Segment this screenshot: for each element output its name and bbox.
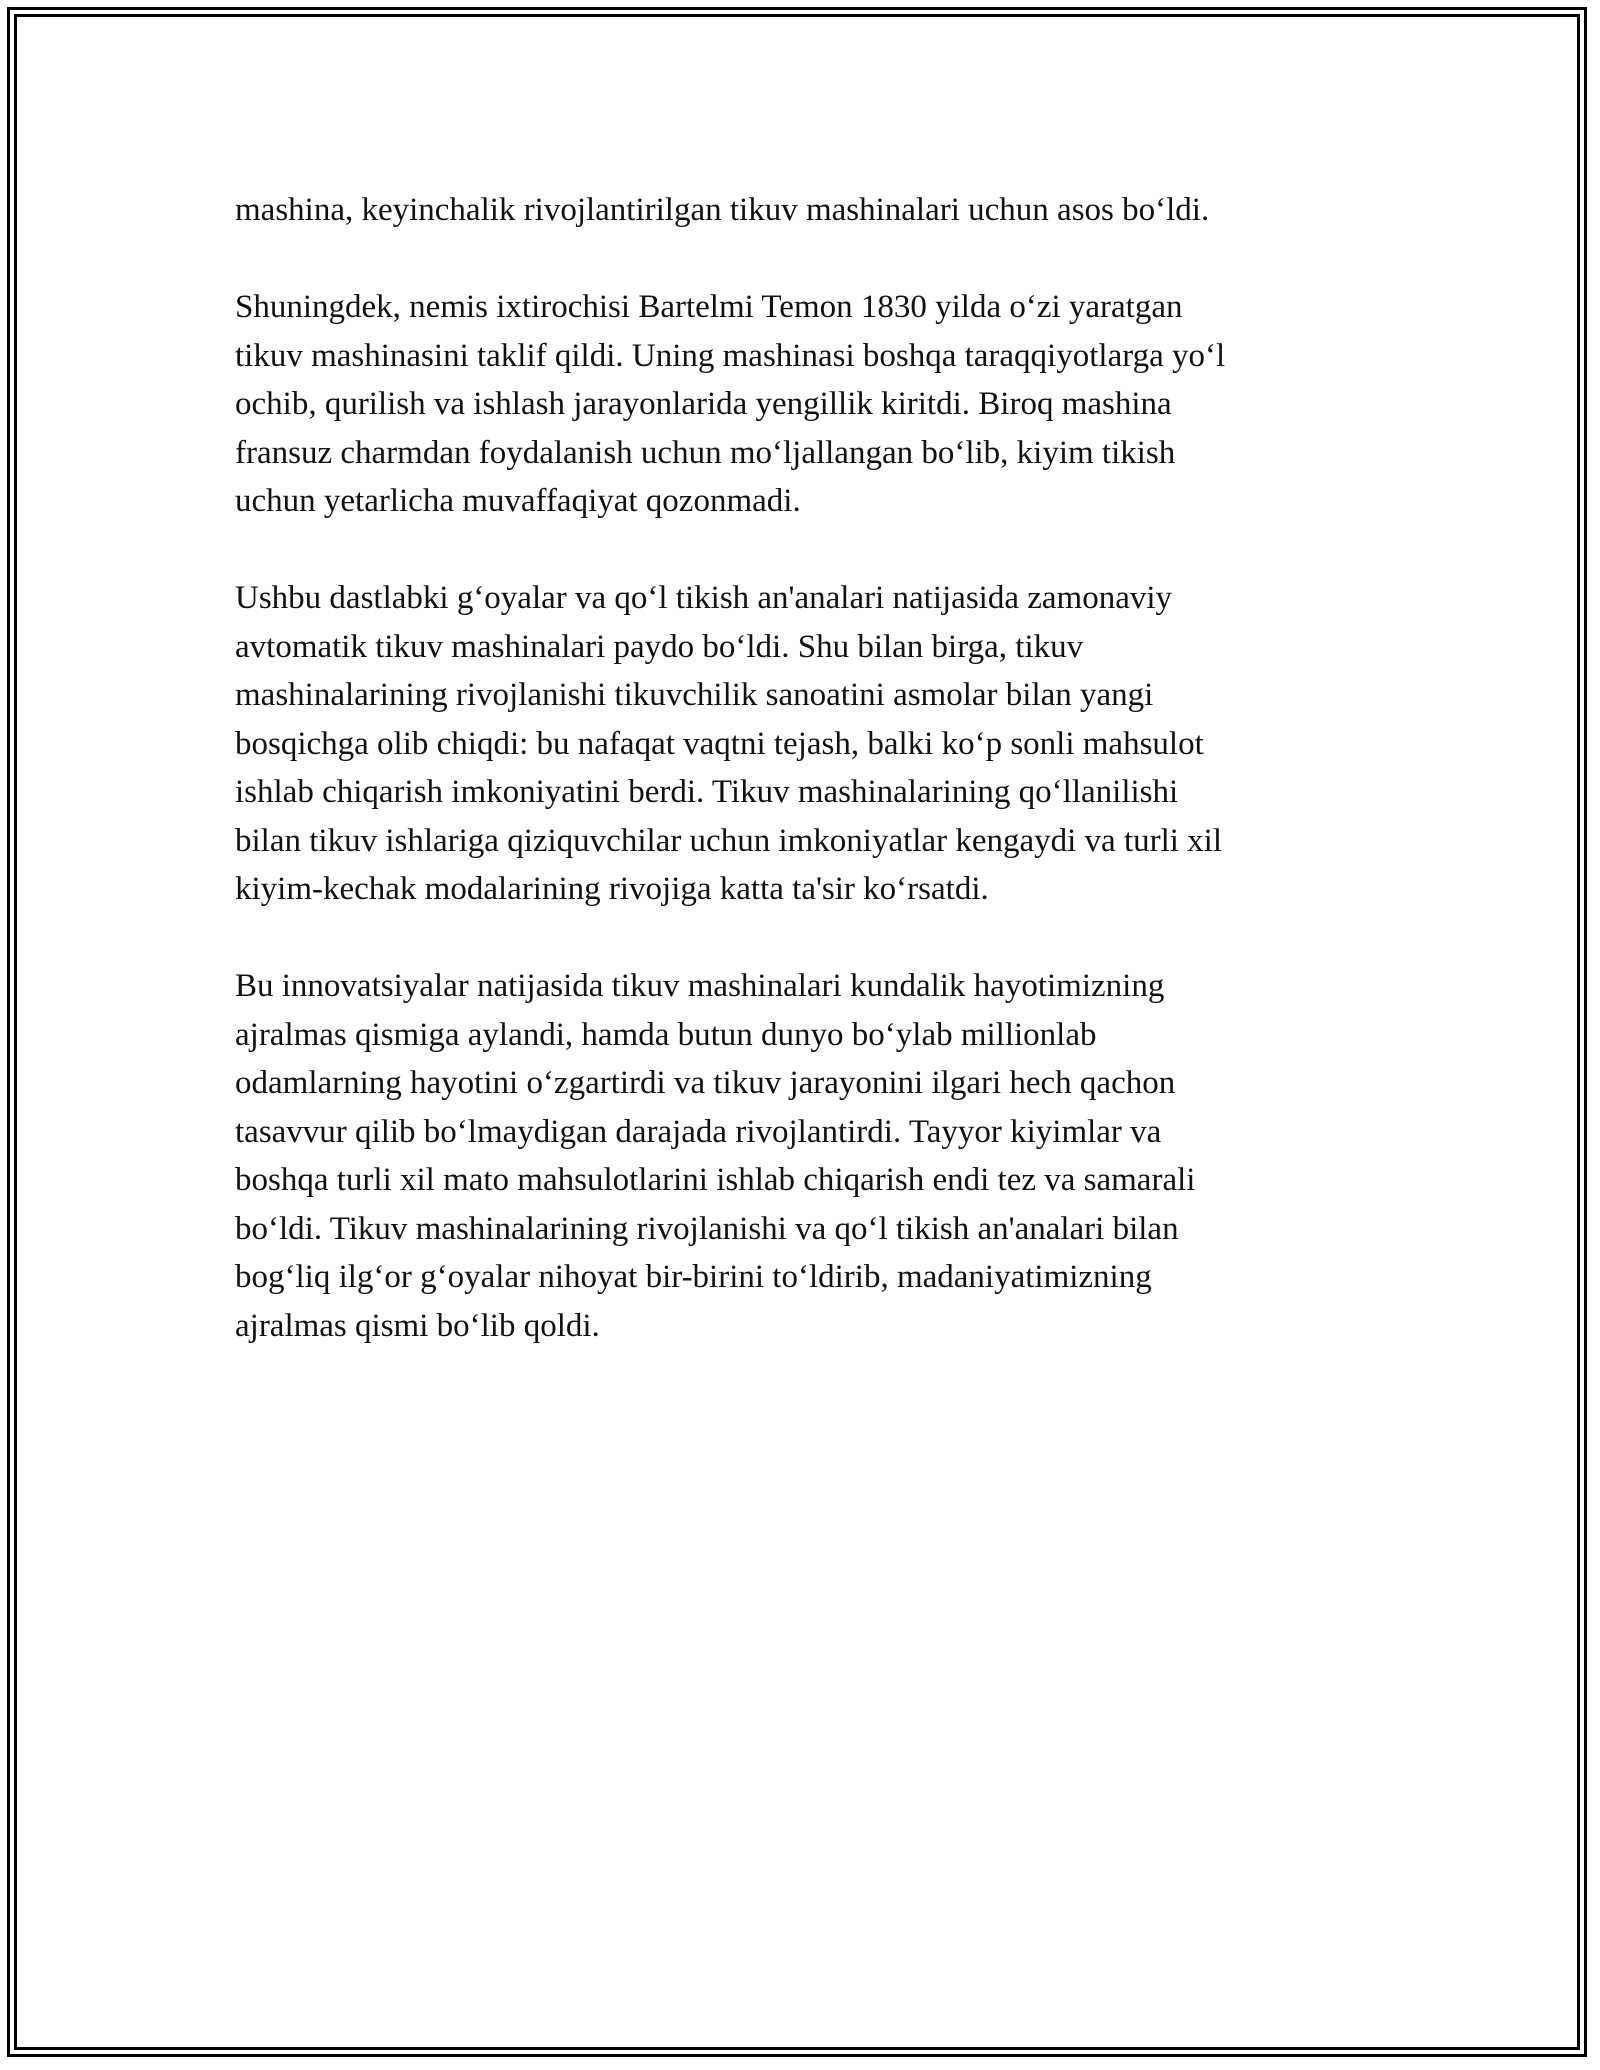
text-line: ajralmas qismiga aylandi, hamda butun dunyo bo‘ylab millionlab: [235, 1016, 1097, 1053]
text-line: ishlab chiqarish imkoniyatini berdi. Tikuv mashinalarining qo‘llanilishi: [235, 774, 1179, 810]
text-line: fransuz charmdan foydalanish uchun mo‘ljallangan bo‘lib, kiyim tikish: [235, 434, 1176, 471]
paragraph-2: [235, 283, 1375, 526]
paragraph-4: [235, 962, 1375, 1350]
text-line: odamlarning hayotini o‘zgartirdi va tikuv jarayonini ilgari hech qachon: [235, 1065, 1176, 1101]
text-line: tikuv mashinasini taklif qildi. Uning mashinasi boshqa taraqqiyotlarga yo‘l: [235, 337, 1226, 374]
text-line: avtomatik tikuv mashinalari paydo bo‘ldi. Shu bilan birga, tikuv: [235, 628, 1084, 665]
text-line: kiyim-kechak modalarining rivojiga katta ta'sir ko‘rsatdi.: [235, 871, 989, 907]
text-line: Shuningdek, nemis ixtirochisi Bartelmi Temon 1830 yilda o‘zi yaratgan: [235, 289, 1183, 325]
text-line: Ushbu dastlabki g‘oyalar va qo‘l tikish an'analari natijasida zamonaviy: [235, 580, 1173, 616]
text-line: uchun yetarlicha muvaffaqiyat qozonmadi.: [235, 483, 801, 519]
text-line: ochib, qurilish va ishlash jarayonlarida yengillik kiritdi. Biroq mashina: [235, 386, 1172, 422]
text-line: ajralmas qismi bo‘lib qoldi.: [235, 1307, 600, 1344]
text-line: bosqichga olib chiqdi: bu nafaqat vaqtni tejash, balki ko‘p sonli mahsulot: [235, 725, 1204, 762]
text-line: bilan tikuv ishlariga qiziquvchilar uchun imkoniyatlar kengaydi va turli xil: [235, 822, 1223, 859]
text-line: boshqa turli xil mato mahsulotlarini ishlab chiqarish endi tez va samarali: [235, 1162, 1196, 1198]
text-line: bo‘ldi. Tikuv mashinalarining rivojlanishi va qo‘l tikish an'analari bilan: [235, 1210, 1179, 1247]
paragraph-3: [235, 574, 1375, 914]
paragraph-1: [235, 186, 1375, 235]
text-line: tasavvur qilib bo‘lmaydigan darajada rivojlantirdi. Tayyor kiyimlar va: [235, 1113, 1162, 1150]
text-line: bog‘liq ilg‘or g‘oyalar nihoyat bir-birini to‘ldirib, madaniyatimizning: [235, 1259, 1152, 1295]
text-line: mashina, keyinchalik rivojlantirilgan tikuv mashinalari uchun asos bo‘ldi.: [235, 192, 1210, 228]
text-line: mashinalarining rivojlanishi tikuvchilik sanoatini asmolar bilan yangi: [235, 677, 1154, 713]
document-body: [235, 186, 1375, 1399]
text-line: Bu innovatsiyalar natijasida tikuv mashinalari kundalik hayotimizning: [235, 968, 1165, 1004]
